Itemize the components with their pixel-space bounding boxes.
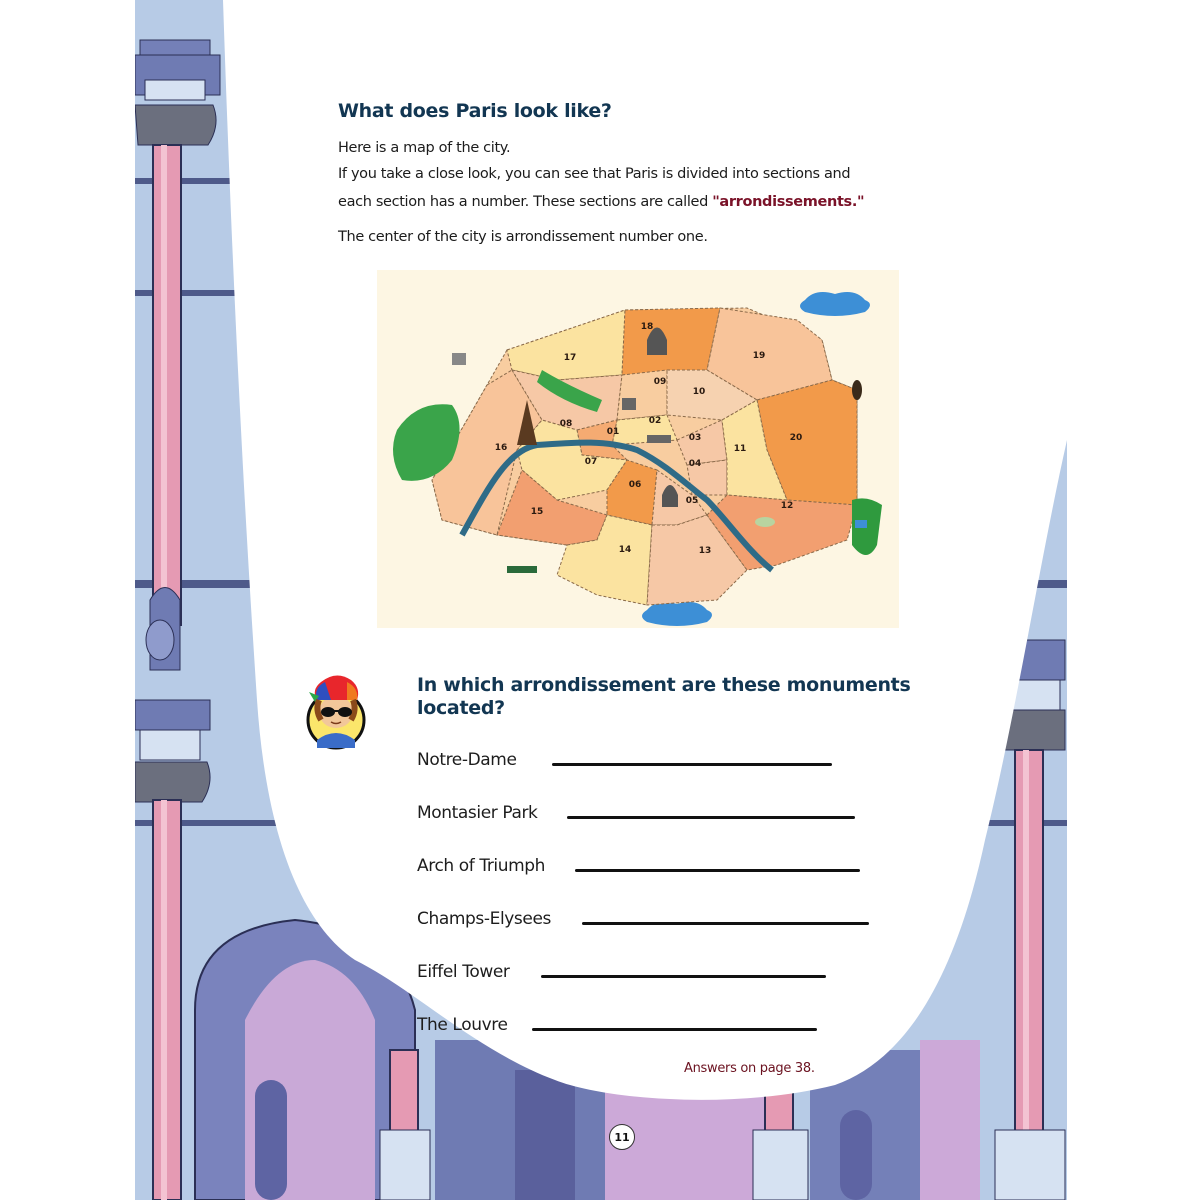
arrondissement-04: 04	[688, 459, 702, 469]
arrondissement-08: 08	[559, 419, 573, 429]
intro-line-1: Here is a map of the city.	[338, 140, 511, 156]
arrondissement-10: 10	[692, 387, 706, 397]
question-label: Montasier Park	[417, 803, 538, 823]
arrondissement-16: 16	[494, 443, 508, 453]
arrondissement-09: 09	[653, 377, 667, 387]
question-label: Notre-Dame	[417, 750, 517, 770]
boy-character-avatar	[295, 670, 377, 752]
answers-note: Answers on page 38.	[684, 1061, 815, 1076]
answer-line[interactable]	[532, 1028, 817, 1031]
section-title: What does Paris look like?	[338, 100, 612, 122]
arrondissement-12: 12	[780, 501, 794, 511]
arrondissement-14: 14	[618, 545, 632, 555]
answer-line[interactable]	[567, 816, 855, 819]
arrondissement-20: 20	[789, 433, 803, 443]
answer-line[interactable]	[582, 922, 869, 925]
paris-map	[377, 270, 899, 628]
arrondissement-13: 13	[698, 546, 712, 556]
arrondissement-18: 18	[640, 322, 654, 332]
arrondissement-11: 11	[733, 444, 747, 454]
arrondissement-05: 05	[685, 496, 699, 506]
arrondissement-03: 03	[688, 433, 702, 443]
arrondissement-15: 15	[530, 507, 544, 517]
arrondissement-06: 06	[628, 480, 642, 490]
arrondissement-02: 02	[648, 416, 662, 426]
page-number: 11	[609, 1124, 635, 1150]
answer-line[interactable]	[541, 975, 826, 978]
intro-line-3-text: each section has a number. These sections are called	[338, 194, 713, 210]
arrondissement-19: 19	[752, 351, 766, 361]
answer-line[interactable]	[575, 869, 860, 872]
question-label: Champs-Elysees	[417, 909, 551, 929]
question-label: Eiffel Tower	[417, 962, 510, 982]
paris-map-drawing	[377, 270, 899, 628]
arrondissement-07: 07	[584, 457, 598, 467]
question-label: The Louvre	[417, 1015, 508, 1035]
answer-line[interactable]	[552, 763, 832, 766]
intro-line-4: The center of the city is arrondissement number one.	[338, 229, 708, 245]
arrondissement-01: 01	[606, 427, 620, 437]
arrondissement-17: 17	[563, 353, 577, 363]
question-label: Arch of Triumph	[417, 856, 546, 876]
workbook-page	[135, 0, 1067, 1200]
arrondissements-highlight: "arrondissements."	[712, 194, 865, 210]
intro-line-3	[338, 194, 864, 210]
intro-line-2: If you take a close look, you can see that Paris is divided into sections and	[338, 166, 851, 182]
question-title: In which arrondissement are these monuments located?	[417, 674, 911, 719]
